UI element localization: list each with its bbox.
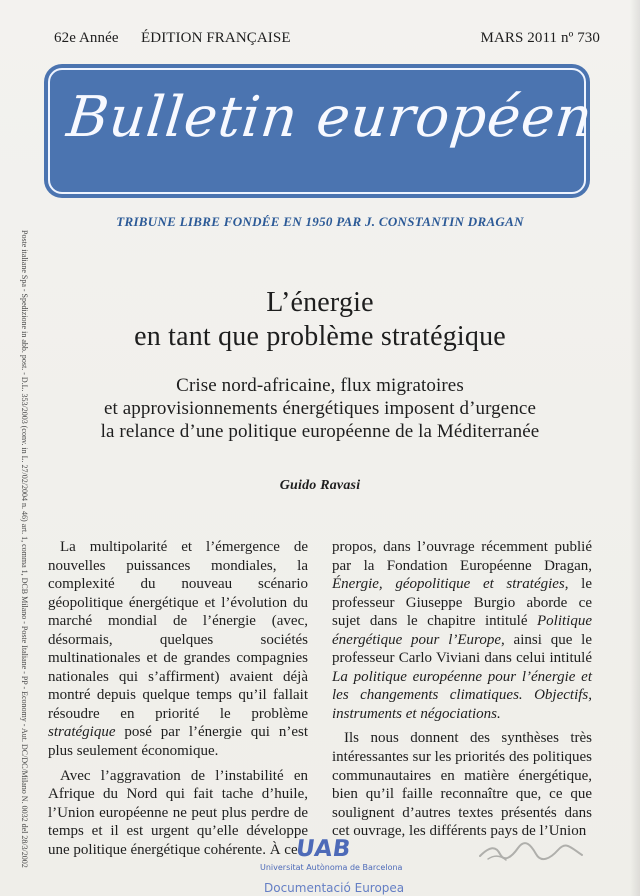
article-subtitle-line-1: Crise nord-africaine, flux migratoires: [176, 375, 464, 396]
postal-side-note: [4, 230, 29, 868]
page-edge-shadow: [630, 0, 640, 896]
left-paragraph-1: [48, 538, 308, 761]
issue-header: [54, 30, 600, 50]
article-subtitle: [50, 374, 590, 443]
article-title-line-2: en tant que problème stratégique: [134, 321, 506, 352]
right-paragraph-1-text-e: , ainsi que le professeur Carlo Viviani dans celui intitulé: [332, 631, 592, 667]
right-paragraph-1-chapter-title-1: Politique énergétique pour l’Europe: [332, 613, 593, 648]
right-column: [332, 538, 592, 847]
publication-year: 62e Année: [54, 30, 119, 46]
article-subtitle-line-2: et approvisionnements énergétiques imposent d’urgence: [104, 398, 536, 419]
left-paragraph-2: Avec l’aggravation de l’instabilité en Afrique du Nord qui fait tache d’huile, l’Union européenne ne peut plus perdre de temps et il est urgent qu’elle développe une politique énergétique cohérente. À ce: [48, 767, 308, 858]
left-paragraph-1-text-a: La multipolarité et l’émergence de nouvelles puissances mondiales, la complexité du nouveau scénario géopolitique énergétique et l’évolution du marché mondial de l’énergie (avec, désormais, quelques sociétés multinationales et de grandes compagnies nationales qui s’affirment) avaient déjà montré depuis quelque temps qu’il fallait résoudre en priorité le problème: [48, 539, 308, 722]
edition-label: ÉDITION FRANÇAISE: [141, 30, 291, 46]
masthead-banner: [44, 64, 597, 198]
left-paragraph-1-italic: stratégique: [48, 724, 116, 741]
issue-date-number: MARS 2011 nº 730: [480, 30, 600, 46]
article-title-line-1: L’énergie: [266, 287, 374, 318]
masthead-border: [48, 68, 597, 194]
right-paragraph-1-text-a: propos, dans l’ouvrage récemment publié par la Fondation Européenne Dragan,: [332, 539, 592, 574]
left-paragraph-1-text-c: posé par l’énergie qui n’est plus seulement économique.: [48, 724, 308, 760]
stamp-university-name: Universitat Autònoma de Barcelona: [260, 863, 403, 872]
right-paragraph-1-chapter-title-2: La politique européenne pour l’énergie et les changements climatiques. Objectifs, instruments et négociations.: [332, 668, 592, 722]
right-paragraph-2: Ils nous donnent des synthèses très intéressantes sur les priorités des politiques communautaires en matière énergétique, bien qu’il faille reconnaître que, ce que soulignent d’autres textes présentés dans cet ouvrage, les différents pays de l’Union: [332, 730, 592, 840]
article-title: [70, 286, 570, 354]
right-paragraph-1-book-title: Énergie, géopolitique et stratégies: [332, 576, 565, 593]
stamp-department-name: Documentació Europea: [264, 881, 405, 895]
masthead-title: Bulletin européen: [63, 85, 597, 150]
right-paragraph-1: [332, 538, 592, 723]
left-column: [48, 538, 308, 865]
article-subtitle-line-3: la relance d’une politique européenne de la Méditerranée: [100, 421, 540, 442]
postal-side-note-text: Poste italiane Spa - Spedizione in abb. post. - D.L. 353/2003 (conv. in L. 27/02/2004 n. 46) art. 1, comma 1, DCB Milano - Poste Italiane - PP - Economy - Aut. DC/DC/Milano N. 0032 del 28/3/2002: [20, 230, 29, 868]
founded-line: TRIBUNE LIBRE FONDÉE EN 1950 PAR J. CONSTANTIN DRAGAN: [116, 214, 524, 229]
uab-logo: UAB: [294, 836, 353, 862]
right-paragraph-1-text-c: , le professeur Giuseppe Burgio aborde ce sujet dans le chapitre intitulé: [332, 576, 592, 630]
handwriting-scribble-icon: [476, 838, 586, 866]
faint-handwriting: [476, 838, 586, 866]
article-author: Guido Ravasi: [279, 478, 361, 493]
library-stamp: [260, 836, 450, 896]
